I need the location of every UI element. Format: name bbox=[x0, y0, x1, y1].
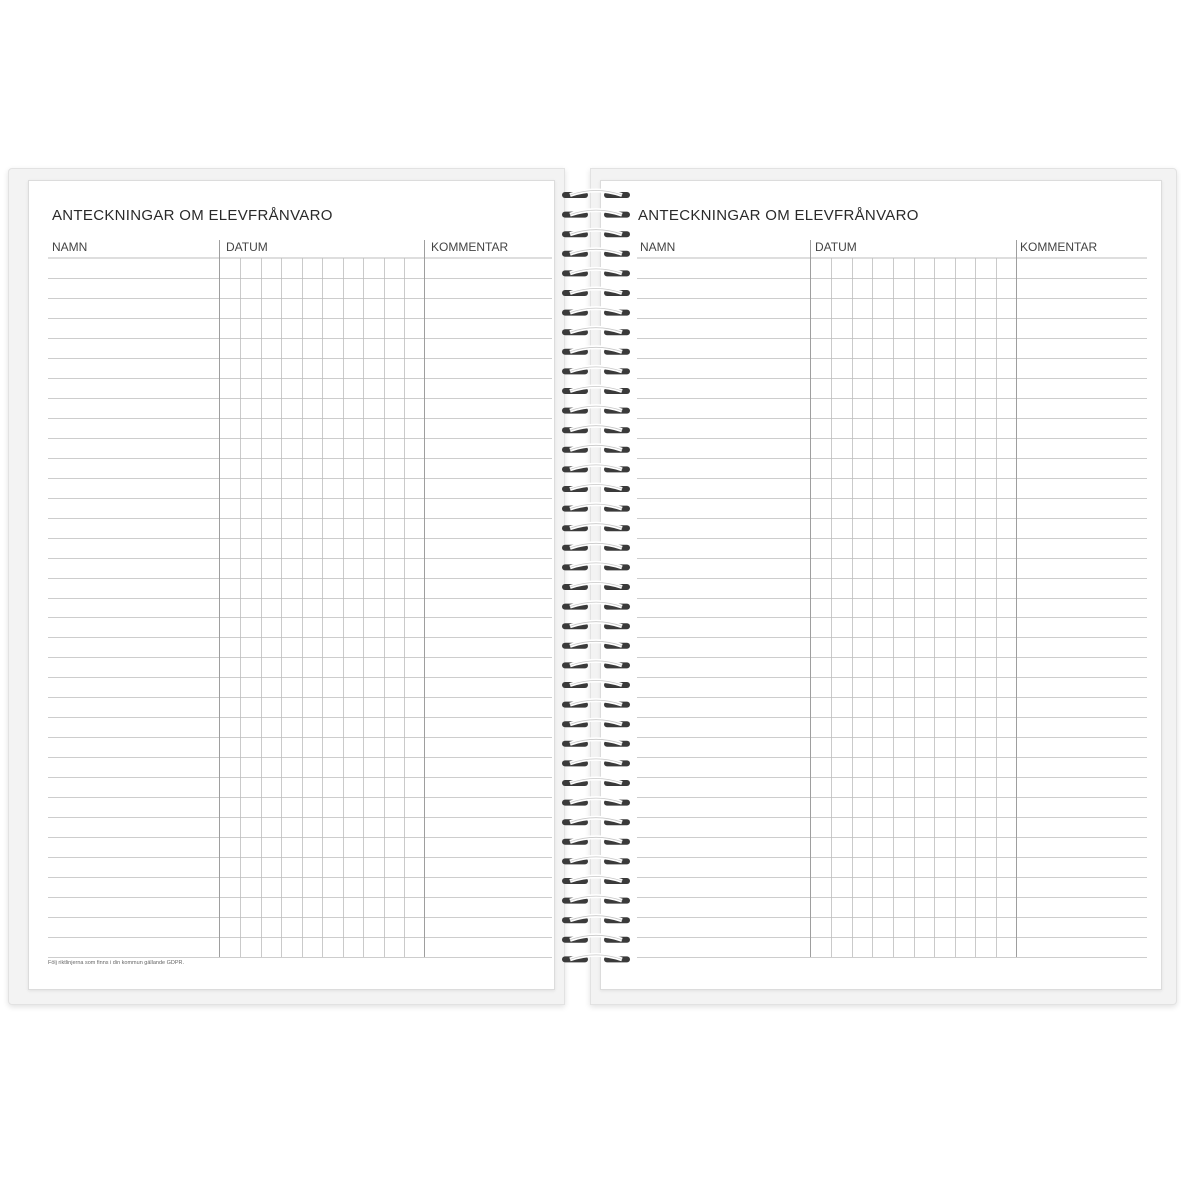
page-title-left: ANTECKNINGAR OM ELEVFRÅNVARO bbox=[52, 207, 333, 224]
spiral-coil bbox=[562, 877, 630, 885]
spiral-coil bbox=[562, 308, 630, 316]
spiral-coil bbox=[562, 504, 630, 512]
spiral-coil bbox=[562, 543, 630, 551]
spiral-coil bbox=[562, 739, 630, 747]
column-header-date-left: DATUM bbox=[226, 240, 268, 254]
spiral-coil bbox=[562, 249, 630, 256]
page-title-right: ANTECKNINGAR OM ELEVFRÅNVARO bbox=[638, 207, 919, 224]
spiral-coil bbox=[562, 191, 630, 199]
gdpr-footnote: Följ riktlinjerna som finns i din kommun gällande GDPR. bbox=[48, 960, 185, 966]
spiral-coil bbox=[562, 837, 630, 845]
spiral-coil bbox=[562, 955, 630, 963]
spiral-coil bbox=[562, 681, 630, 689]
spiral-coil bbox=[562, 445, 630, 453]
spiral-coil bbox=[562, 328, 630, 336]
spiral-coil bbox=[562, 779, 630, 787]
spiral-coil bbox=[562, 661, 630, 669]
spiral-coil bbox=[562, 269, 630, 277]
spiral-coil bbox=[562, 857, 630, 865]
spiral-coil bbox=[562, 583, 630, 591]
spiral-coil bbox=[562, 916, 630, 924]
spiral-coil bbox=[562, 818, 630, 826]
column-header-date-right: DATUM bbox=[815, 240, 857, 254]
spiral-coil bbox=[562, 759, 630, 767]
spiral-coil bbox=[562, 210, 630, 218]
spiral-coil bbox=[562, 485, 630, 493]
spiral-coil bbox=[562, 798, 630, 806]
spiral-coil bbox=[562, 406, 630, 414]
spiral-coil bbox=[562, 426, 630, 434]
spiral-coil bbox=[562, 896, 630, 904]
spiral-coil bbox=[562, 465, 630, 473]
spiral-coil bbox=[562, 622, 630, 630]
spiral-binding bbox=[552, 180, 632, 990]
spiral-coil bbox=[562, 700, 630, 708]
spiral-coil bbox=[562, 347, 630, 355]
spiral-coil bbox=[562, 720, 630, 728]
spiral-coil bbox=[562, 641, 630, 649]
spiral-coil bbox=[562, 563, 630, 571]
spiral-coil bbox=[562, 602, 630, 610]
spiral-coil bbox=[562, 524, 630, 532]
spiral-coil bbox=[562, 367, 630, 375]
column-header-name-left: NAMN bbox=[52, 240, 88, 254]
column-header-name-right: NAMN bbox=[640, 240, 676, 254]
column-header-comment-right: KOMMENTAR bbox=[1020, 240, 1098, 254]
spiral-coil bbox=[562, 289, 630, 297]
spiral-coil bbox=[562, 230, 630, 238]
spiral-coil bbox=[562, 935, 630, 943]
spiral-coil bbox=[562, 387, 630, 395]
column-header-comment-left: KOMMENTAR bbox=[431, 240, 509, 254]
